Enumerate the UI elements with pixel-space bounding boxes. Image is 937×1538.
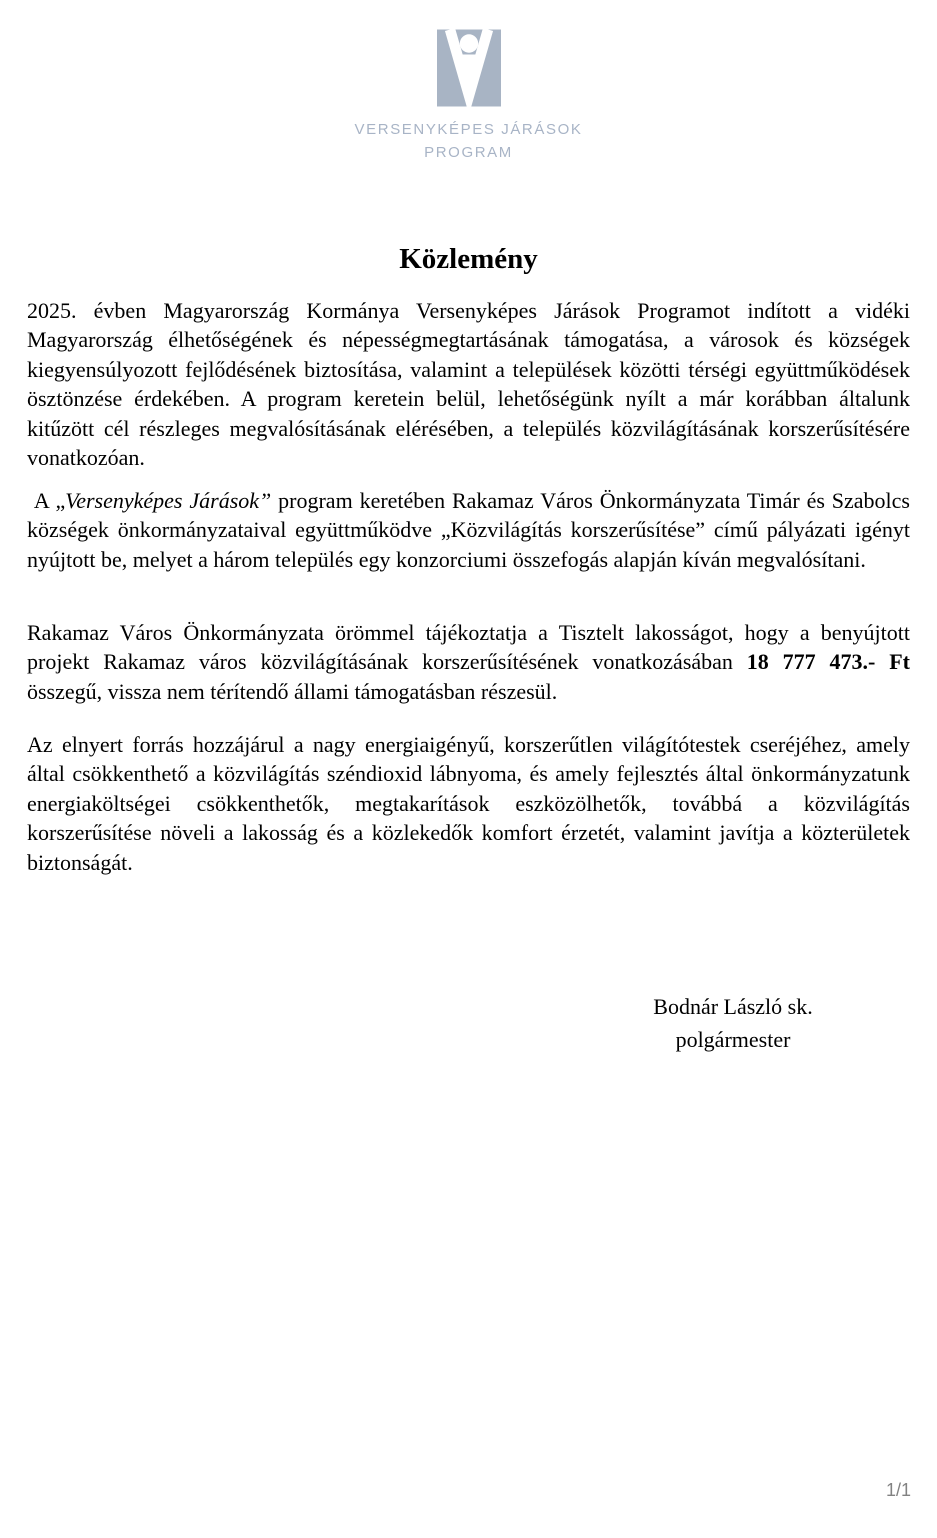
signature-block (555, 990, 911, 1056)
logo-wordmark-line1: VERSENYKÉPES JÁRÁSOK (354, 121, 583, 138)
paragraph-2-program-name-italic: Versenyképes Járások” (65, 488, 272, 513)
paragraph-3-rest: összegű, vissza nem térítendő állami támogatásban részesül. (27, 678, 558, 704)
paragraph-3-lead: Rakamaz Város Önkormányzata örömmel tájékoztatja a Tisztelt lakosságot, hogy a benyújtott projekt Rakamaz város közvilágításának korszerűsítésének vonatkozásában (27, 620, 910, 675)
page-number: 1/1 (885, 1480, 911, 1500)
paragraph-2-rest: program keretében Rakamaz Város Önkormányzata Timár és Szabolcs községek önkormányzataival együttműködve „Közvilágítás korszerűsítése” című pályázati igényt nyújtott be, melyet a három település egy konzorciumi összefogás alapján kíván megvalósítani. (27, 488, 910, 572)
signature-name: Bodnár László sk. (653, 994, 813, 1019)
paragraph-2-lead: A „ (27, 488, 66, 513)
location-pin-logo-icon (437, 29, 501, 107)
signature-role: polgármester (675, 1027, 791, 1052)
paragraph-3 (27, 618, 910, 706)
logo-wordmark-line2: PROGRAM (424, 144, 513, 161)
paragraph-1: 2025. évben Magyarország Kormánya Versenyképes Járások Programot indított a vidéki Magyarország élhetőségének és népességmegtartásának támogatása, a városok és községek kiegyensúlyozott fejlődésének biztosítása, valamint a települések közötti térségi együttműködések ösztönzése érdekében. A program keretein belül, lehetőségünk nyílt a már korábban általunk kitűzött cél részleges megvalósításának elérésében, a település közvilágításának korszerűsítésére vonatkozóan. (27, 298, 910, 471)
paragraph-4: Az elnyert forrás hozzájárul a nagy energiaigényű, korszerűtlen világítótestek cseréjéhez, amely által csökkenthető a közvilágítás széndioxid lábnyoma, és amely fejlesztés által önkormányzatunk energiaköltségei csökkenthetők, megtakarítások eszközölhetők, továbbá a közvilágítás korszerűsítése növeli a lakosság és a közlekedők komfort érzetét, valamint javítja a közterületek biztonságát. (27, 732, 910, 875)
paragraph-2 (27, 486, 910, 574)
grant-amount-bold: 18 777 473.- Ft (746, 649, 910, 675)
page-title: Közlemény (399, 243, 538, 275)
